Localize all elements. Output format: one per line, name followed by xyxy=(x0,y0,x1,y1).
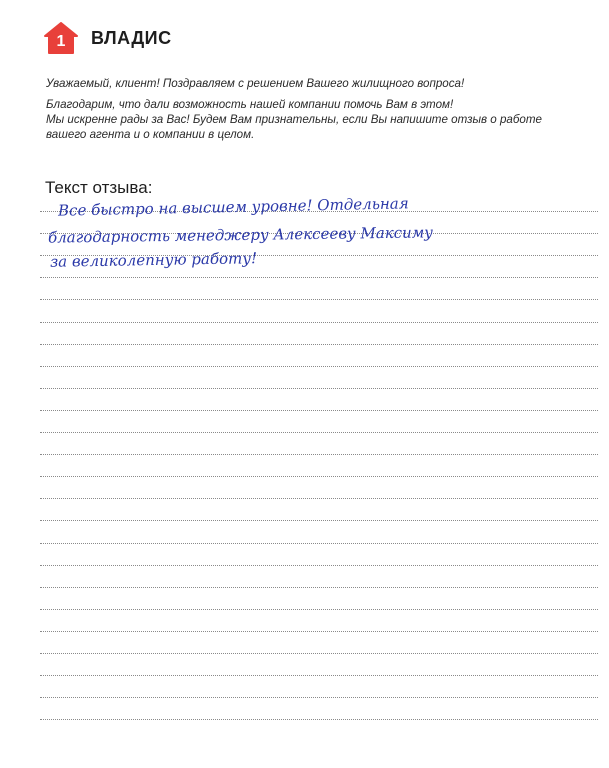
writing-line xyxy=(40,498,598,499)
writing-line xyxy=(40,454,598,455)
writing-line xyxy=(40,587,598,588)
intro-line-1: Уважаемый, клиент! Поздравляем с решением Вашего жилищного вопроса! xyxy=(46,77,465,90)
writing-line xyxy=(40,410,598,411)
writing-line xyxy=(40,697,598,698)
writing-line xyxy=(40,388,598,389)
writing-line xyxy=(40,432,598,433)
writing-line xyxy=(40,366,598,367)
brand-name: ВЛАДИС xyxy=(91,27,172,48)
brand-logo xyxy=(44,22,172,54)
writing-line xyxy=(40,543,598,544)
handwritten-line-3: за великолепную работу! xyxy=(49,249,258,271)
writing-line xyxy=(40,609,598,610)
writing-line xyxy=(40,631,598,632)
writing-line xyxy=(40,322,598,323)
intro-line-2: Благодарим, что дали возможность нашей компании помочь Вам в этом! xyxy=(46,98,454,111)
house-icon xyxy=(44,22,78,54)
review-title: Текст отзыва: xyxy=(45,178,153,197)
writing-line xyxy=(40,719,598,720)
handwritten-line-2: благодарность менеджеру Алексееву Максиму xyxy=(47,223,434,247)
writing-line xyxy=(40,520,598,521)
intro-line-3: Мы искренне рады за Вас! Будем Вам признательны, если Вы напишите отзыв о работе xyxy=(46,113,542,126)
writing-line xyxy=(40,277,598,278)
intro-text xyxy=(46,76,586,142)
writing-line xyxy=(40,476,598,477)
writing-line xyxy=(40,565,598,566)
handwritten-line-1: Все быстро на высшем уровне! Отдельная xyxy=(57,194,409,220)
intro-line-4: вашего агента и о компании в целом. xyxy=(46,128,255,141)
writing-line xyxy=(40,675,598,676)
brand-number: 1 xyxy=(56,33,66,50)
writing-line xyxy=(40,653,598,654)
writing-line xyxy=(40,344,598,345)
writing-line xyxy=(40,299,598,300)
